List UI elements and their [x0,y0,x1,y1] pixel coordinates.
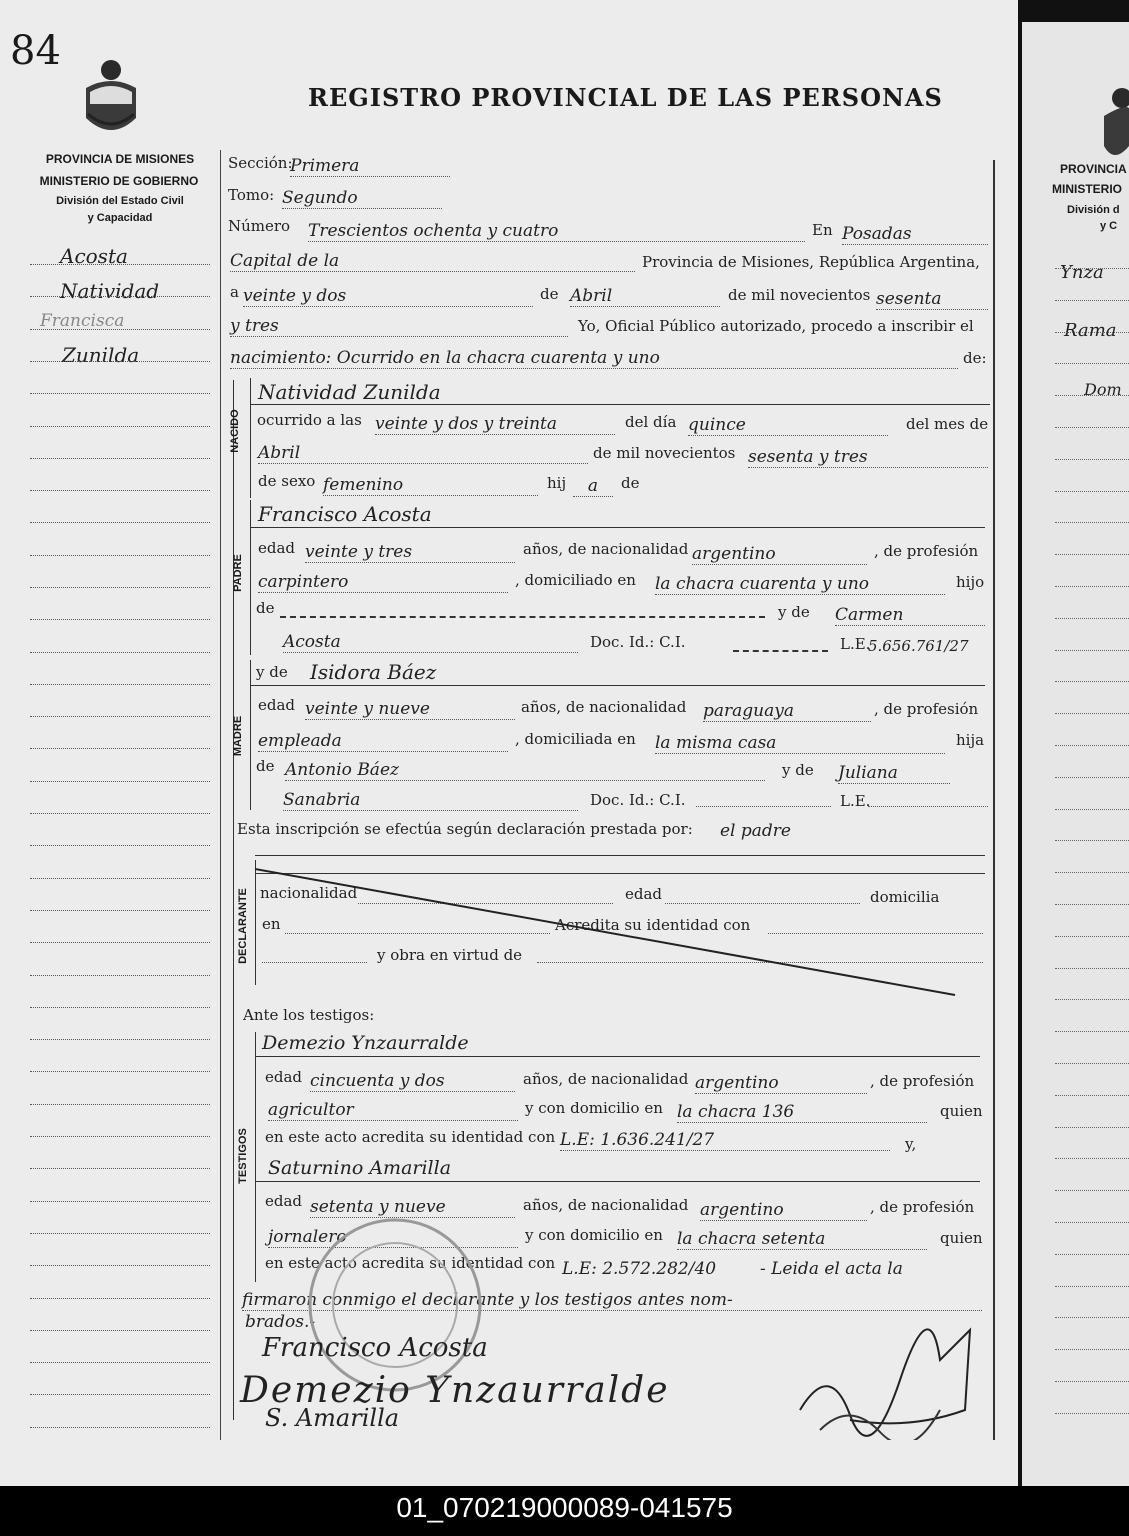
margin-ruled-line [30,1330,210,1331]
adjacent-ruled-line [1055,1286,1129,1287]
madre-de-label: de [256,757,275,775]
declaracion-label: Esta inscripción se efectúa según declaración prestada por: [237,820,693,838]
t2-nac-label: años, de nacionalidad [523,1196,689,1214]
adjacent-ruled-line [1055,840,1129,841]
margin-ruled-line [30,910,210,911]
adjacent-ruled-line [1055,904,1129,905]
margin-ruled-line [30,1233,210,1234]
hij-label: hij [547,474,567,492]
signature-witness-2: S. Amarilla [265,1404,400,1432]
margin-ruled-line [30,1136,210,1137]
padre-dom-label: , domiciliado en [515,571,636,589]
adjacent-ruled-line [1055,1222,1129,1223]
t1-acredita-label: en este acto acredita su identidad con [265,1128,556,1146]
padre-y-de-label: y de [778,603,810,621]
margin-ruled-line [30,619,210,620]
hij-suffix: a [573,476,613,497]
margin-ruled-line [30,716,210,717]
t2-acredita-label: en este acto acredita su identidad con [265,1254,556,1272]
file-id-footer: 01_070219000089-041575 [0,1486,1129,1536]
adjacent-ruled-line [1055,363,1129,364]
ministry-name: MINISTERIO DE GOBIERNO [39,174,199,188]
madre-y-de-label: y de [256,663,288,681]
adjacent-ruled-line [1055,936,1129,937]
ante-label: Ante los testigos: [243,1006,375,1024]
division-name: División del Estado Civil [56,195,184,207]
adjacent-ruled-line [1055,1381,1129,1382]
adjacent-ruled-line [1055,809,1129,810]
padre-madre-apellido: Acosta [283,632,578,653]
adjacent-ruled-line [1055,268,1129,269]
padre-madre-nombre: Carmen [835,605,985,626]
adjacent-ruled-line [1055,681,1129,682]
seccion-label: Sección: [228,154,293,172]
de-label: de [540,285,559,303]
en-label: En [812,221,833,239]
madre-padre: Antonio Báez [285,760,765,781]
t1-profesion: agricultor [268,1100,518,1121]
margin-ruled-line [30,845,210,846]
rule [250,404,990,405]
t2-quien-label: quien [940,1229,983,1247]
declarante-strike-line [255,865,985,1000]
mil-label-2: de mil novecientos [593,444,736,462]
adjacent-ruled-line [1055,968,1129,969]
division-capacity: y Capacidad [87,212,153,224]
adjacent-capacity: y C [1100,220,1118,232]
declarante-en-label: en [262,915,281,933]
right-frame-rule [993,160,995,1440]
margin-ruled-line [30,878,210,879]
dia-value: quince [688,415,888,436]
madre-doc-label: Doc. Id.: C.I. [590,791,686,809]
del-mes-label: del mes de [906,415,989,433]
t1-doc: L.E: 1.636.241/27 [560,1130,890,1151]
adjacent-ruled-line [1055,1190,1129,1191]
nacido-de-label: de [621,474,640,492]
declarante-domicilia-label: domicilia [870,888,940,906]
del-dia-label: del día [625,413,677,431]
adjacent-ruled-line [1055,1031,1129,1032]
madre-profesion: empleada [258,731,508,752]
rule [250,685,985,686]
coat-of-arms-seal [80,56,142,144]
section-label-padre: PADRE [232,554,244,592]
margin-ruled-line [30,652,210,653]
blank-dash-line [280,616,765,618]
province-name: PROVINCIA DE MISIONES [45,152,195,166]
signature-father: Francisco Acosta [262,1333,488,1363]
margin-ruled-line [30,1104,210,1105]
padre-prof-label: , de profesión [874,542,979,560]
padre-edad-label: edad [258,539,296,557]
madre-nac-label: años, de nacionalidad [521,698,687,716]
adjacent-note: Dom [1084,380,1122,399]
declarante-acredita-label: Acredita su identidad con [555,916,751,934]
declarante-nacionalidad-label: nacionalidad [260,884,358,902]
margin-ruled-line [30,1039,210,1040]
madre-le-label: L.E. [840,792,871,810]
margin-ruled-line [30,1394,210,1395]
sexo-value: femenino [323,475,538,496]
madre-y-de-label-2: y de [782,761,814,779]
tomo-value: Segundo [282,188,442,209]
adjacent-ruled-line [1055,586,1129,587]
t1-dom-label: y con domicilio en [525,1099,663,1117]
padre-domicilio: la chacra cuarenta y uno [655,574,945,595]
madre-madre: Juliana [838,763,950,784]
madre-prof-label: , de profesión [874,700,979,718]
coat-of-arms-seal-adjacent [1084,84,1129,172]
padre-le: 5.656.761/27 [868,637,969,655]
a-label: a [230,283,239,301]
adjacent-note: Ynza [1060,262,1104,283]
t1-prof-label: , de profesión [870,1072,975,1090]
inner-frame-rule [233,380,234,1420]
testigos-box-rule [255,1032,256,1282]
declarante-obra-label: y obra en virtud de [377,946,523,964]
section-label-nacido: NACIDO [229,409,241,453]
adjacent-ruled-line [1055,1349,1129,1350]
mes-value: Abril [258,443,588,464]
sexo-label: de sexo [258,472,316,490]
madre-edad-label: edad [258,696,296,714]
official-signature-scribble [790,1320,980,1440]
section-label-testigos: TESTIGOS [237,1128,249,1184]
rule [255,1056,980,1057]
adjacent-ruled-line [1055,491,1129,492]
year2-value: y tres [230,316,568,337]
month-value: Abril [570,286,720,307]
section-label-madre: MADRE [232,715,244,757]
margin-ruled-line [30,1007,210,1008]
rule [250,527,985,528]
day-value: veinte y dos [243,286,533,307]
margin-ruled-line [30,684,210,685]
padre-nac-label: años, de nacionalidad [523,540,689,558]
t2-doc: L.E: 2.572.282/40 [562,1259,717,1279]
adjacent-province: PROVINCIA [1060,162,1127,176]
margin-ruled-line [30,1362,210,1363]
margin-ruled-line [30,813,210,814]
adjacent-ruled-line [1055,1063,1129,1064]
madre-doc-blank [696,806,831,807]
declarante-edad-label: edad [625,885,663,903]
padre-profesion: carpintero [258,572,508,593]
margin-ruled-line [30,748,210,749]
margin-ruled-line [30,296,210,297]
adjacent-division: División d [1067,204,1120,216]
capital-value: Capital de la [230,251,635,272]
margin-ruled-line [30,975,210,976]
padre-de-label: de [256,599,275,617]
margin-ruled-line [30,490,210,491]
mil-label: de mil novecientos [728,286,871,304]
adjacent-ruled-line [1055,300,1129,301]
adjacent-page [1022,22,1129,1486]
acto-value: nacimiento: Ocurrido en la chacra cuarenta y uno [230,348,958,369]
padre-hijo-label: hijo [956,573,985,591]
adjacent-ruled-line [1055,618,1129,619]
adjacent-ruled-line [1055,713,1129,714]
adjacent-ruled-line [1055,1413,1129,1414]
adjacent-ruled-line [1055,395,1129,396]
margin-note: Natividad [60,279,160,303]
margin-ruled-line [30,587,210,588]
margin-ruled-line [30,555,210,556]
t2-domicilio: la chacra setenta [677,1229,927,1250]
t1-nac-label: años, de nacionalidad [523,1070,689,1088]
adjacent-ruled-line [1055,554,1129,555]
de-colon-label: de: [963,349,987,367]
ocurrido-label: ocurrido a las [257,411,362,429]
adjacent-ruled-line [1055,745,1129,746]
adjacent-ruled-line [1055,872,1129,873]
madre-apellido: Sanabria [283,790,578,811]
margin-ruled-line [30,942,210,943]
rule [255,1181,980,1182]
margin-ruled-line [30,361,210,362]
provincia-label: Provincia de Misiones, República Argentina, [642,253,980,271]
en-value: Posadas [842,224,988,245]
margin-ruled-line [30,1071,210,1072]
numero-value: Trescientos ochenta y cuatro [308,221,805,242]
t1-edad-label: edad [265,1068,303,1086]
madre-hija-label: hija [956,731,985,749]
padre-name: Francisco Acosta [258,502,432,526]
madre-dom-label: , domiciliada en [515,730,636,748]
t2-edad-label: edad [265,1192,303,1210]
adjacent-ruled-line [1055,1127,1129,1128]
yo-label: Yo, Oficial Público autorizado, procedo a inscribir el [578,317,974,335]
t1-nacionalidad: argentino [695,1073,867,1094]
madre-box-rule [250,660,251,810]
year1-value: sesenta [876,289,988,310]
adjacent-ruled-line [1055,1317,1129,1318]
margin-ruled-line [30,522,210,523]
padre-le-label: L.E. [840,635,871,653]
testigo1-name: Demezio Ynzaurralde [262,1032,469,1054]
section-label-declarante: DECLARANTE [237,888,249,964]
t2-edad: setenta y nueve [310,1197,515,1218]
adjacent-ruled-line [1055,332,1129,333]
margin-note-struck: Francisca [40,311,125,331]
adjacent-ruled-line [1055,650,1129,651]
margin-ruled-line [30,329,210,330]
margin-ruled-line [30,1168,210,1169]
signature-witness-1: Demezio Ynzaurralde [240,1370,670,1411]
t1-y-label: y, [905,1135,917,1153]
t2-dom-label: y con domicilio en [525,1226,663,1244]
margin-ruled-line [30,426,210,427]
t1-domicilio: la chacra 136 [677,1102,927,1123]
declaracion-value: el padre [720,821,791,841]
numero-label: Número [228,217,291,235]
page-number: 84 [10,28,61,74]
register-title: REGISTRO PROVINCIAL DE LAS PERSONAS [308,83,943,112]
adjacent-ruled-line [1055,1158,1129,1159]
adjacent-ruled-line [1055,1254,1129,1255]
margin-note: Zunilda [62,343,140,367]
padre-box-rule [250,500,251,655]
rule [255,855,985,856]
adjacent-ruled-line [1055,999,1129,1000]
margin-ruled-line [30,393,210,394]
left-margin-rule [220,150,221,1440]
testigo2-name: Saturnino Amarilla [268,1157,452,1179]
blank-dash-line [733,650,828,652]
closing-line-1: - Leida el acta la [760,1259,903,1279]
seccion-value: Primera [290,156,450,177]
anio-value: sesenta y tres [748,447,988,468]
adjacent-ruled-line [1055,459,1129,460]
nacido-name: Natividad Zunilda [258,380,441,404]
tomo-label: Tomo: [228,186,275,204]
madre-le-blank [868,806,988,807]
margin-ruled-line [30,781,210,782]
t2-prof-label: , de profesión [870,1198,975,1216]
padre-edad: veinte y tres [305,542,515,563]
adjacent-ruled-line [1055,427,1129,428]
padre-nacionalidad: argentino [692,544,867,565]
closing-line-2: firmaron conmigo el declarante y los testigos antes nom- [242,1290,982,1311]
t1-quien-label: quien [940,1102,983,1120]
margin-ruled-line [30,264,210,265]
adjacent-ruled-line [1055,1095,1129,1096]
hora-value: veinte y dos y treinta [375,414,615,435]
t2-profesion: jornalero [268,1227,518,1248]
adjacent-note: Rama [1064,320,1117,341]
t2-nacionalidad: argentino [700,1200,867,1221]
margin-ruled-line [30,1265,210,1266]
adjacent-ruled-line [1055,777,1129,778]
margin-note: Acosta [60,244,128,268]
nacido-box-rule [250,378,251,498]
madre-name: Isidora Báez [310,660,437,684]
padre-doc-label: Doc. Id.: C.I. [590,633,686,651]
t1-edad: cincuenta y dos [310,1071,515,1092]
margin-ruled-line [30,458,210,459]
margin-ruled-line [30,1201,210,1202]
adjacent-ministry: MINISTERIO [1052,182,1123,196]
adjacent-ruled-line [1055,522,1129,523]
margin-ruled-line [30,1427,210,1428]
closing-line-3: brados.- [245,1312,316,1332]
madre-nacionalidad: paraguaya [703,701,871,722]
madre-edad: veinte y nueve [305,699,515,720]
margin-ruled-line [30,1298,210,1299]
madre-domicilio: la misma casa [655,733,945,754]
